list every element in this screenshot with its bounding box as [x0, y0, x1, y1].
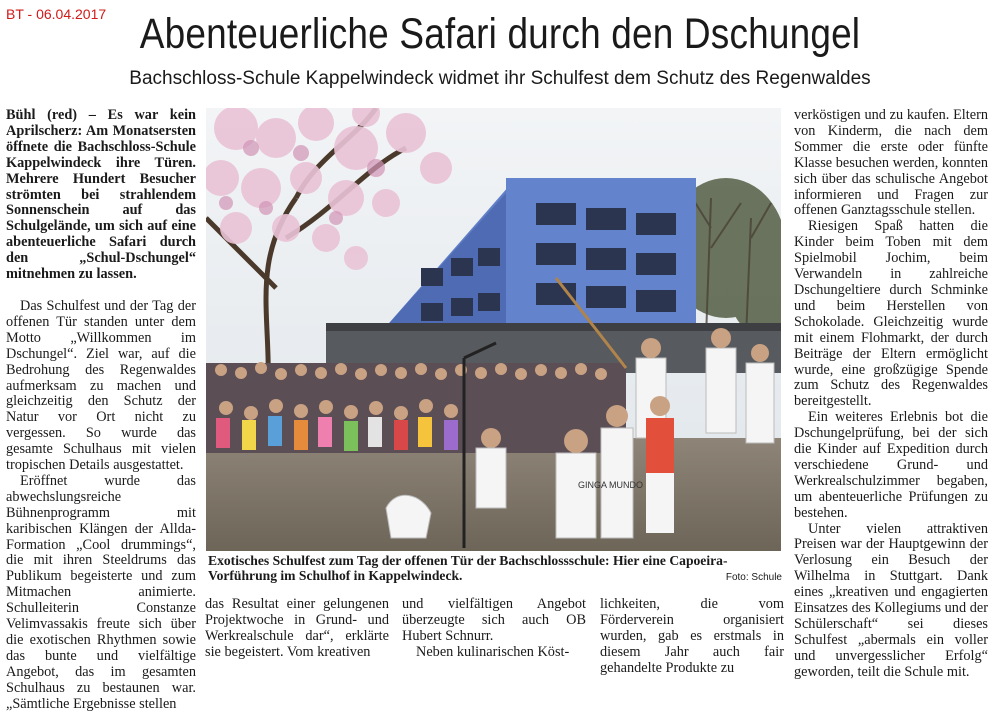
photo-credit: Foto: Schule — [725, 572, 782, 583]
paragraph: Eröffnet wurde das abwechslungsreiche Bühnenprogramm mit karibischen Klängen der Allda-Formation „Cool drummings“, die mit ihren Steeldrums das Publikum begeisterte und zum Mitmachen animierte. Schulleiterin Constanze Velimvassakis freute sich über die exotischen Rhythmen sowie das bunte und vielfältige Angebot, das im gesamten Schulhaus zu bestaunen war. „Sämtliche Ergebnisse stellen — [6, 472, 196, 712]
article-column-3 — [402, 597, 586, 661]
article-column-1 — [6, 108, 196, 713]
headline: Abenteuerliche Safari durch den Dschungel — [139, 10, 861, 58]
paragraph: Unter vielen attraktiven Preisen war der Hauptgewinn der Verlosung ein Besuch der Wilhelma in Stuttgart. Dank eines „kreativen und engagierten Einsatzes des Kollegiums und der Schülerschaft“ sei dieses Schulfest „abermals ein voller und unvergesslicher Erfolg“ geworden, teilt die Schule mit. — [794, 520, 988, 680]
subheadline: Bachschloss-Schule Kappelwindeck widmet ihr Schulfest dem Schutz des Regenwaldes — [129, 68, 871, 89]
paragraph: verköstigen und zu kaufen. Eltern von Kinderm, die nach dem Sommer die erste oder fünfte Klasse besuchen werden, konnten sich über das schulische Angebot informieren und Fragen zur offenen Ganztagsschule stellen. — [794, 107, 988, 219]
photo-caption — [208, 553, 782, 585]
paragraph: lichkeiten, die vom Förderverein organisiert wurden, gab es erstmals in diesem Jahr auch fair gehandelte Produkte zu — [600, 596, 784, 676]
paragraph: Das Schulfest und der Tag der offenen Tür standen unter dem Motto „Willkommen im Dschungel“. Ziel war, auf die Bedrohung des Regenwaldes aufmerksam zu machen und gleichzeitig den Schutz der Natur vor Ort nicht zu vergessen. So wurde das gesamte Schulhaus mit vielen tropischen Details ausgestattet. — [6, 297, 196, 474]
source-tag: BT - 06.04.2017 — [6, 6, 107, 22]
paragraph: das Resultat einer gelungenen Projektwoche in Grund- und Werkrealschule dar“, erklärte sie begeistert. Vom kreativen — [205, 596, 389, 660]
paragraph: Neben kulinarischen Köst- — [416, 643, 570, 660]
paragraph: Ein weiteres Erlebnis bot die Dschungelprüfung, bei der sich die Kinder auf Expedition durch verschiedene Grund- und Werkrealschulzimmer begaben, um abenteuerliche Prüfungen zu bestehen. — [794, 409, 988, 521]
article-photo — [206, 108, 781, 551]
caption-line-1: Exotisches Schulfest zum Tag der offenen Tür der Bachschlossschule: Hier eine Capoeira- — [208, 553, 728, 568]
photo-schoolyard-icon — [206, 108, 781, 551]
article-column-4 — [600, 597, 784, 677]
paragraph: Riesigen Spaß hatten die Kinder beim Toben mit dem Spielmobil Jochim, beim Verwandeln in zahlreiche Dschungeltiere durch Schminke und beim Herstellen von Schokolade. Gleichzeitig wurde mit einem Flohmarkt, der durch Beiträge der Eltern ermöglicht wurde, eine großzügige Spende zum Schutz des Regenwaldes bereitgestellt. — [794, 218, 988, 410]
article-column-2 — [205, 597, 389, 661]
svg-text:GINGA MUNDO: GINGA MUNDO — [578, 480, 644, 490]
caption-line-2: Vorführung im Schulhof in Kappelwindeck. — [208, 568, 463, 583]
article-column-right — [794, 108, 988, 681]
paragraph: und vielfältigen Angebot überzeugte sich auch OB Hubert Schnurr. — [402, 596, 586, 644]
lead-paragraph: Bühl (red) – Es war kein Aprilscherz: Am Monatsersten öffnete die Bachschloss-Schule Kappelwindeck ihre Türen. Mehrere Hundert Besucher strömten bei strahlendem Sonnenschein auf das Schulgelände, um sich auf eine abenteuerliche Safari durch den „Schul-Dschungel“ mitnehmen zu lassen. — [6, 107, 196, 283]
